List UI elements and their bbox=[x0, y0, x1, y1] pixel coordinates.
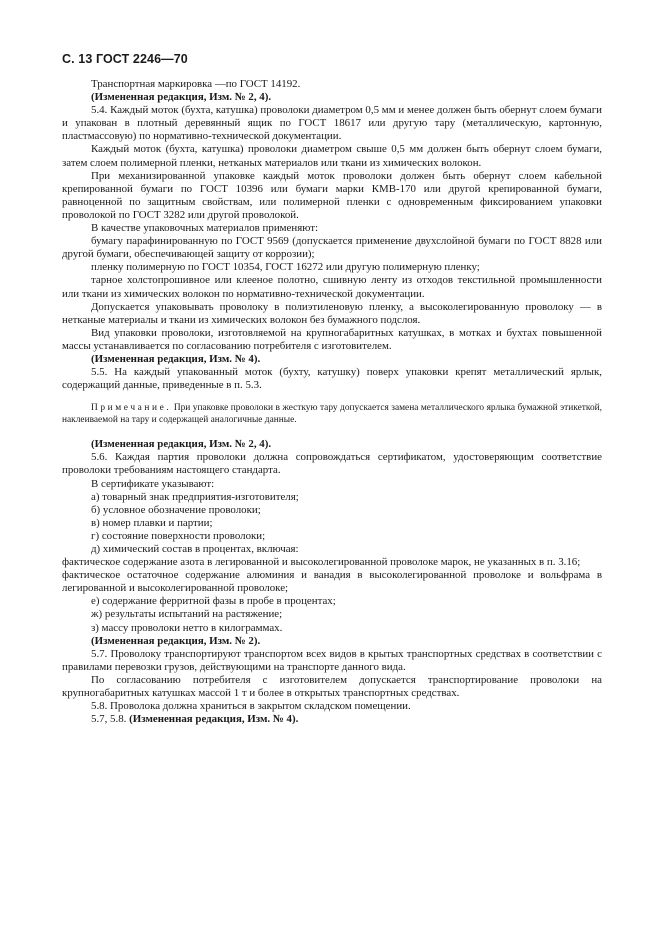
list-item: б) условное обозначение проволоки; bbox=[91, 503, 261, 516]
amendment-note: (Измененная редакция, Изм. № 2, 4). bbox=[91, 91, 272, 104]
clause-5-7: 5.7. Проволоку транспортируют транспортом всех видов в крытых транспортных средствах в соответствии с правилами перевозки грузов, действующими на транспорте данного вида. bbox=[62, 647, 602, 673]
clause-5-4: 5.4. Каждый моток (бухта, катушка) проволоки диаметром 0,5 мм и менее должен быть обернут слоем бумаги и упакован в плотный деревянный ящик по ГОСТ 18617 или другую тару (металлическую, картонную, пластмассовую) по нормативно-технической документации. bbox=[62, 104, 602, 143]
amendment-note: (Измененная редакция, Изм. № 4). bbox=[91, 352, 261, 365]
list-item: тарное холстопрошивное или клееное полотно, сшивную ленту из отходов текстильной промышленности или ткани из химических волокон по нормативно-технической документации. bbox=[62, 274, 602, 300]
document-body bbox=[62, 78, 602, 726]
list-item: в) номер плавки и партии; bbox=[91, 516, 213, 529]
amendment-prefix: 5.7, 5.8. bbox=[91, 713, 130, 726]
amendment-text: (Измененная редакция, Изм. № 4). bbox=[129, 713, 299, 726]
list-item: а) товарный знак предприятия-изготовителя; bbox=[91, 490, 299, 503]
paragraph: В качестве упаковочных материалов применяют: bbox=[91, 222, 318, 235]
list-item: бумагу парафинированную по ГОСТ 9569 (допускается применение двухслойной бумаги по ГОСТ 8828 или другой бумаги, обеспечивающей защиту от коррозии); bbox=[62, 235, 602, 261]
list-item: ж) результаты испытаний на растяжение; bbox=[91, 608, 283, 621]
list-item: з) массу проволоки нетто в килограммах. bbox=[91, 621, 283, 634]
list-item: д) химический состав в процентах, включая: bbox=[91, 543, 299, 555]
list-item: е) содержание ферритной фазы в пробе в процентах; bbox=[91, 595, 336, 608]
clause-5-5: 5.5. На каждый упакованный моток (бухту, катушку) поверх упаковки крепят металлический ярлык, содержащий данные, приведенные в п. 5.3. bbox=[62, 366, 602, 392]
clause-5-6: 5.6. Каждая партия проволоки должна сопровождаться сертификатом, удостоверяющим соответствие проволоки требованиям настоящего стандарта. bbox=[62, 451, 602, 477]
paragraph: В сертификате указывают: bbox=[91, 477, 215, 490]
note-text: При упаковке проволоки в жесткую тару допускается замена металлического ярлыка бумажной этикеткой, наклеиваемой на тару и содержащей аналогичные данные. bbox=[62, 403, 602, 426]
paragraph: По согласованию потребителя с изготовителем допускается транспортирование проволоки на крупногабаритных катушках массой 1 т и более в открытых транспортных средствах. bbox=[62, 673, 602, 700]
note bbox=[62, 402, 602, 426]
note-label: Примечание. bbox=[91, 403, 172, 414]
paragraph: Допускается упаковывать проволоку в полиэтиленовую пленку, а высоколегированную проволоку — в нетканые материалы и ткани из химических волокон без бумажного подслоя. bbox=[62, 300, 602, 326]
amendment-note: (Измененная редакция, Изм. № 2, 4). bbox=[91, 438, 272, 451]
amendment-note bbox=[62, 713, 602, 726]
list-subitem: фактическое остаточное содержание алюминия и ванадия в высоколегированной проволоке и вольфрама в легированной и высоколегированной проволоке; bbox=[62, 569, 602, 595]
paragraph: Транспортная маркировка —по ГОСТ 14192. bbox=[91, 78, 301, 90]
clause-5-8: 5.8. Проволока должна храниться в закрытом складском помещении. bbox=[91, 700, 411, 713]
paragraph: Каждый моток (бухта, катушка) проволоки диаметром свыше 0,5 мм должен быть обернут слоем бумаги, затем слоем полимерной пленки, нетканых материалов или ткани из химических волокон. bbox=[62, 143, 602, 169]
paragraph: Вид упаковки проволоки, изготовляемой на крупногабаритных катушках, в мотках и бухтах повышенной массы устанавливается по согласованию потребителя с изготовителем. bbox=[62, 326, 602, 352]
amendment-note: (Измененная редакция, Изм. № 2). bbox=[91, 634, 261, 647]
page-header: С. 13 ГОСТ 2246—70 bbox=[62, 52, 188, 66]
list-item: г) состояние поверхности проволоки; bbox=[91, 529, 266, 542]
paragraph: При механизированной упаковке каждый моток проволоки должен быть обернут слоем кабельной крепированной бумаги по ГОСТ 10396 или бумаги марки КМВ-170 или другой крепированной бумаги, равноценной по защитным свойствам, или полимерной пленки с одновременным фиксированием упаковки проволокой по ГОСТ 3282 или другой проволокой. bbox=[62, 169, 602, 221]
list-item: пленку полимерную по ГОСТ 10354, ГОСТ 16272 или другую полимерную пленку; bbox=[91, 261, 480, 274]
list-subitem: фактическое содержание азота в легированной и высоколегированной проволоке марок, не указанных в п. 3.16; bbox=[62, 556, 581, 569]
